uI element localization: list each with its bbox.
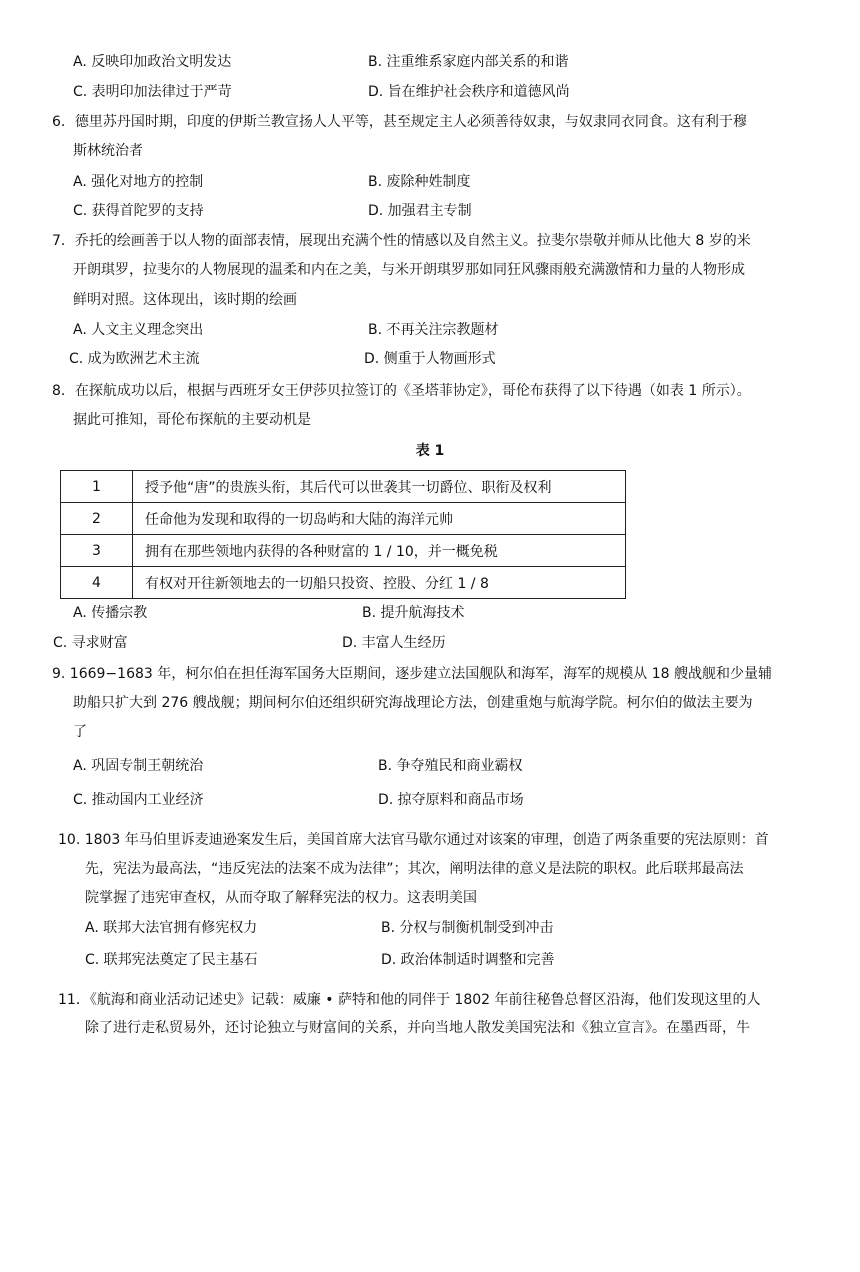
q6-option-c: C. 获得首陀罗的支持	[73, 203, 204, 219]
q10-option-d: D. 政治体制适时调整和完善	[381, 952, 555, 968]
q9-stem-line-3: 了	[73, 724, 87, 740]
q10-stem-line-2: 先，宪法为最高法，“违反宪法的法案不成为法律”；其次，阐明法律的意义是法院的职权。此后联邦最高法	[85, 861, 744, 877]
q8-option-d: D. 丰富人生经历	[342, 635, 446, 651]
q7-option-d: D. 侧重于人物画形式	[364, 351, 496, 367]
q9-option-a: A. 巩固专制王朝统治	[73, 758, 204, 774]
q6-stem-line-2: 斯林统治者	[73, 143, 143, 159]
q5-option-b: B. 注重维系家庭内部关系的和谐	[368, 54, 569, 70]
q7-option-c: C. 成为欧洲艺术主流	[69, 351, 200, 367]
q9-option-c: C. 推动国内工业经济	[73, 792, 204, 808]
table-cell-text: 授予他“唐”的贵族头衔，其后代可以世袭其一切爵位、职衔及权利	[133, 471, 626, 503]
q9-option-b: B. 争夺殖民和商业霸权	[378, 758, 523, 774]
q10-option-a: A. 联邦大法官拥有修宪权力	[85, 920, 258, 936]
q10-option-b: B. 分权与制衡机制受到冲击	[381, 920, 554, 936]
table-cell-text: 有权对开往新领地去的一切船只投资、控股、分红 1 / 8	[133, 567, 626, 599]
q10-stem-line-3: 院掌握了违宪审查权，从而夺取了解释宪法的权力。这表明美国	[85, 890, 477, 906]
table-cell-number: 4	[61, 567, 133, 599]
q7-stem-line-2: 开朗琪罗，拉斐尔的人物展现的温柔和内在之美，与米开朗琪罗那如同狂风骤雨般充满激情和力量的人物形成	[73, 262, 745, 278]
q10-option-c: C. 联邦宪法奠定了民主基石	[85, 952, 258, 968]
q8-stem-line-1: 8．在探航成功以后，根据与西班牙女王伊莎贝拉签订的《圣塔菲协定》，哥伦布获得了以下待遇（如表 1 所示）。	[52, 383, 751, 399]
q6-option-b: B. 废除种姓制度	[368, 174, 471, 190]
q6-option-d: D. 加强君主专制	[368, 203, 472, 219]
q8-option-c: C. 寻求财富	[53, 635, 128, 651]
q9-option-d: D. 掠夺原料和商品市场	[378, 792, 524, 808]
q7-stem-line-3: 鲜明对照。这体现出，该时期的绘画	[73, 292, 297, 308]
q9-stem-line-1: 9. 1669−1683 年，柯尔伯在担任海军国务大臣期间，逐步建立法国舰队和海军，海军的规模从 18 艘战舰和少量辅	[52, 666, 772, 682]
table-cell-number: 3	[61, 535, 133, 567]
q5-option-c: C. 表明印加法律过于严苛	[73, 84, 232, 100]
q7-option-a: A. 人文主义理念突出	[73, 322, 204, 338]
q5-option-a: A. 反映印加政治文明发达	[73, 54, 232, 70]
benefits-table	[60, 470, 626, 599]
q8-option-a: A. 传播宗教	[73, 605, 148, 621]
q5-option-d: D. 旨在维护社会秩序和道德风尚	[368, 84, 570, 100]
q10-stem-line-1: 10. 1803 年马伯里诉麦迪逊案发生后，美国首席大法官马歇尔通过对该案的审理，创造了两条重要的宪法原则：首	[58, 832, 769, 848]
q11-stem-line-1: 11．《航海和商业活动记述史》记载：威廉 • 萨特和他的同伴于 1802 年前往秘鲁总督区沿海，他们发现这里的人	[58, 992, 761, 1008]
table-row	[61, 535, 626, 567]
table-cell-number: 2	[61, 503, 133, 535]
table-cell-text: 拥有在那些领地内获得的各种财富的 1 / 10，并一概免税	[133, 535, 626, 567]
table-row	[61, 503, 626, 535]
q6-option-a: A. 强化对地方的控制	[73, 174, 204, 190]
q8-option-b: B. 提升航海技术	[362, 605, 465, 621]
table-caption: 表 1	[415, 443, 445, 459]
q8-stem-line-2: 据此可推知，哥伦布探航的主要动机是	[73, 412, 311, 428]
q7-stem-line-1: 7．乔托的绘画善于以人物的面部表情，展现出充满个性的情感以及自然主义。拉斐尔崇敬并师从比他大 8 岁的米	[52, 233, 751, 249]
table-cell-text: 任命他为发现和取得的一切岛屿和大陆的海洋元帅	[133, 503, 626, 535]
q6-stem-line-1: 6．德里苏丹国时期，印度的伊斯兰教宣扬人人平等，甚至规定主人必须善待奴隶，与奴隶同衣同食。这有利于穆	[52, 114, 747, 130]
table-cell-number: 1	[61, 471, 133, 503]
q11-stem-line-2: 除了进行走私贸易外，还讨论独立与财富间的关系，并向当地人散发美国宪法和《独立宣言》。在墨西哥，牛	[85, 1020, 750, 1036]
q7-option-b: B. 不再关注宗教题材	[368, 322, 499, 338]
q9-stem-line-2: 助船只扩大到 276 艘战舰；期间柯尔伯还组织研究海战理论方法，创建重炮与航海学院。柯尔伯的做法主要为	[73, 695, 753, 711]
table-row	[61, 471, 626, 503]
table-row	[61, 567, 626, 599]
